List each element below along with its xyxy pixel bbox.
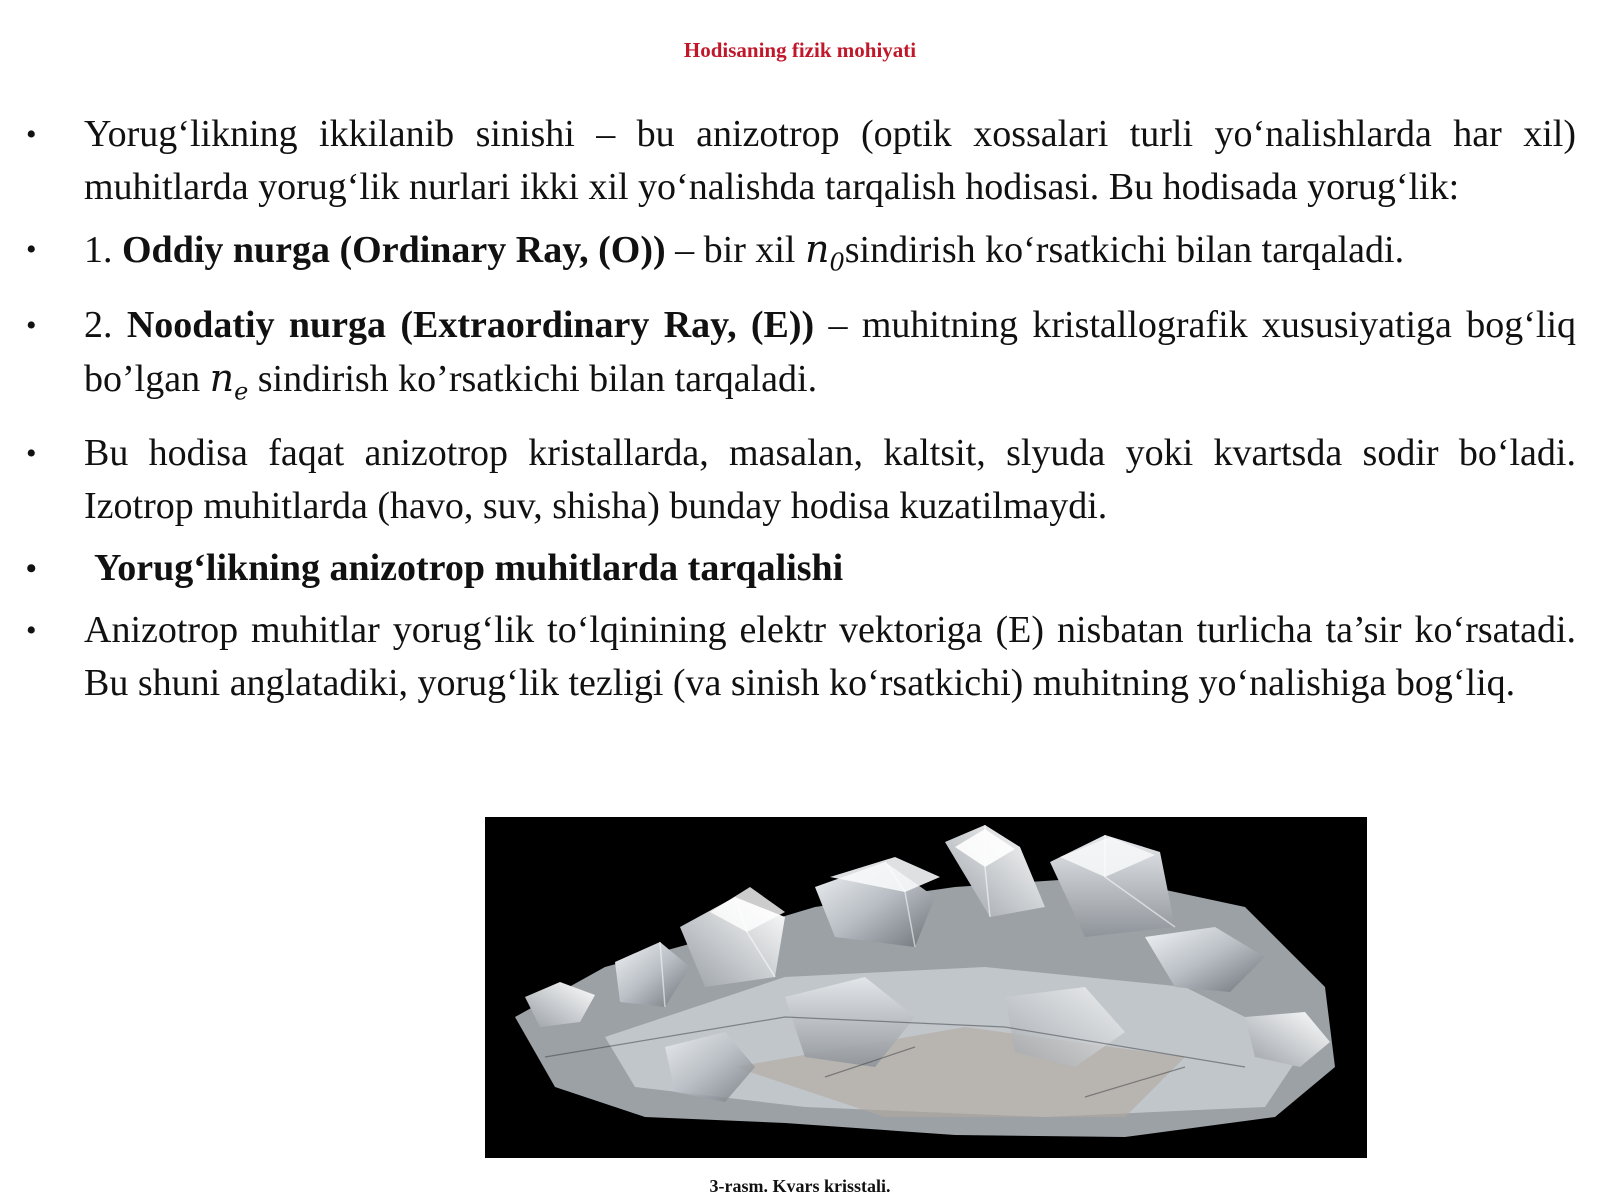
bullet-text-end: sindirish ko’rsatkichi bilan tarqaladi. [248, 357, 818, 400]
bullet-prefix: 1. [84, 229, 122, 271]
bullet-text: – muhitning kristallografik xususiyatiga bog‘liq bo’lgan [84, 303, 1576, 400]
bullet-definition [24, 108, 1576, 214]
figure-caption: 3-rasm. Kvars krisstali. [709, 1176, 891, 1196]
section-heading-text: Yorug‘likning anizotrop muhitlarda tarqalishi [94, 547, 844, 590]
bullet-text: Anizotrop muhitlar yorug‘lik to‘lqinining elektr vektoriga (E) nisbatan turlicha ta’sir ko‘rsatadi. Bu shuni anglatadiki, yorug‘lik tezligi (va sinish ko‘rsatkichi) muhitning yo‘nalishiga bog‘liq. [84, 609, 1576, 705]
slide-title: Hodisaning fizik mohiyati [683, 38, 917, 62]
bullet-list [24, 108, 1576, 719]
quartz-crystal-illustration [485, 817, 1367, 1158]
bullet-text: Bu hodisa faqat anizotrop kristallarda, masalan, kaltsit, slyuda yoki kvartsda sodir bo‘ladi. Izotrop muhitlarda (havo, suv, shisha) bunday hodisa kuzatilmaydi. [84, 432, 1576, 528]
bullet-crystals [24, 427, 1576, 533]
bullet-anisotropic-media [24, 604, 1576, 710]
bullet-text-end: sindirish ko‘rsatkichi bilan tarqaladi. [844, 229, 1405, 271]
bullet-extraordinary-ray [24, 299, 1576, 419]
bullet-section-heading [24, 542, 1576, 595]
bullet-text: Yorug‘likning ikkilanib sinishi – bu anizotrop (optik xossalari turli yo‘nalishlarda har xil) muhitlarda yorug‘lik nurlari ikki xil yo‘nalishda tarqalish hodisasi. Bu hodisada yorug‘lik: [84, 113, 1576, 208]
bullet-dot: • [26, 233, 37, 266]
bullet-dot: • [26, 308, 37, 342]
bullet-bold-term: Oddiy nurga (Ordinary Ray, (O)) [122, 229, 666, 271]
bullet-prefix: 2. [84, 303, 127, 346]
bullet-text: – bir xil [665, 229, 805, 271]
quartz-crystal-photo [485, 817, 1367, 1158]
bullet-dot: • [26, 552, 37, 586]
bullet-bold-term: Noodatiy nurga (Extraordinary Ray, (E)) [126, 303, 815, 346]
bullet-dot: • [26, 437, 37, 471]
refractive-index-n0: $n_0$ [804, 227, 845, 277]
bullet-ordinary-ray [24, 223, 1576, 290]
bullet-dot: • [26, 118, 37, 151]
bullet-dot: • [26, 614, 37, 648]
refractive-index-ne: $n_e$ [209, 355, 249, 406]
